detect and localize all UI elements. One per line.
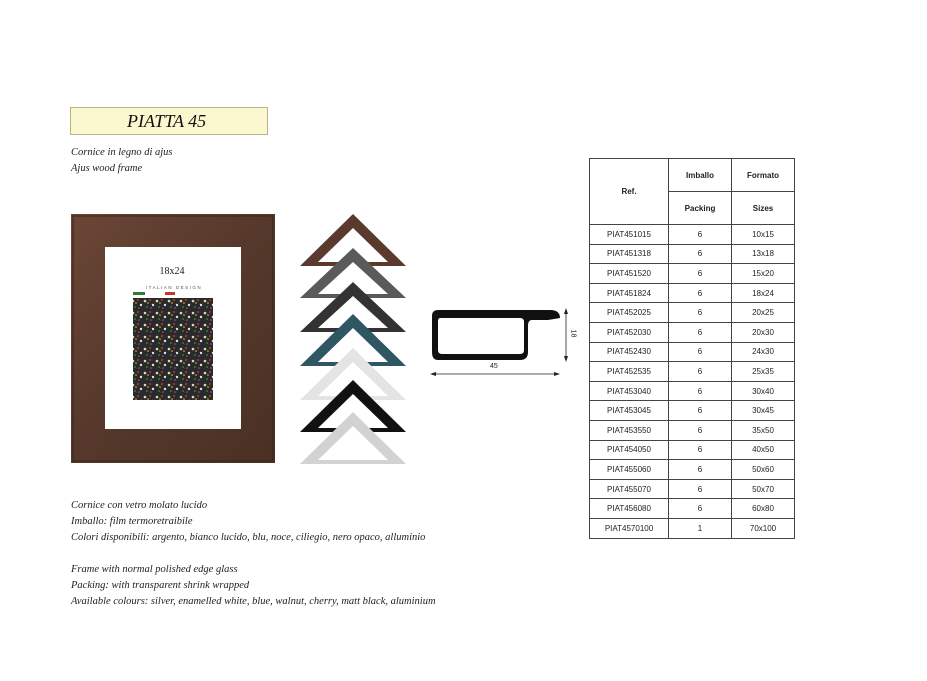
italian-line-packing: Imballo: film termoretraibile [71,516,193,527]
size-cell: 40x50 [732,440,795,460]
english-line-packing: Packing: with transparent shrink wrapped [71,580,250,591]
frame-brand-label: ITALIAN DESIGN [145,285,203,290]
table-row [590,381,795,401]
english-line-colors: Available colours: silver, enamelled white, blue, walnut, cherry, matt black, aluminium [71,596,436,607]
ref-cell: PIAT453045 [590,401,669,421]
table-row [590,283,795,303]
profile-height-label: 18 [569,329,577,338]
size-cell: 10x15 [732,225,795,245]
table-row [590,479,795,499]
size-cell: 35x50 [732,420,795,440]
size-cell: 15x20 [732,264,795,284]
header-formato: Formato [732,159,795,192]
ref-cell: PIAT451824 [590,283,669,303]
ref-cell: PIAT452030 [590,322,669,342]
profile-width-label: 45 [490,363,498,370]
table-row [590,225,795,245]
reference-table [589,158,795,539]
packing-cell: 6 [669,479,732,499]
frame-size-label: 18x24 [159,266,185,277]
size-cell: 18x24 [732,283,795,303]
italian-description [71,500,425,548]
size-cell: 24x30 [732,342,795,362]
ref-cell: PIAT451520 [590,264,669,284]
table-row [590,244,795,264]
size-cell: 20x25 [732,303,795,323]
product-title: PIATTA 45 [127,111,207,131]
packing-cell: 6 [669,401,732,421]
size-cell: 50x60 [732,460,795,480]
table-row [590,420,795,440]
italian-line-glass: Cornice con vetro molato lucido [71,500,208,511]
size-cell: 60x80 [732,499,795,519]
header-imballo: Imballo [669,159,732,192]
table-row [590,362,795,382]
size-cell: 30x45 [732,401,795,421]
table-row [590,401,795,421]
header-ref: Ref. [590,159,669,225]
size-cell: 13x18 [732,244,795,264]
header-packing: Packing [669,192,732,225]
intro-english: Ajus wood frame [71,163,143,174]
ref-cell: PIAT452535 [590,362,669,382]
ref-cell: PIAT455060 [590,460,669,480]
ref-cell: PIAT452025 [590,303,669,323]
packing-cell: 6 [669,264,732,284]
table-row [590,499,795,519]
packing-cell: 6 [669,381,732,401]
packing-cell: 6 [669,342,732,362]
ref-cell: PIAT451318 [590,244,669,264]
ref-cell: PIAT452430 [590,342,669,362]
size-cell: 20x30 [732,322,795,342]
english-line-glass: Frame with normal polished edge glass [71,564,238,575]
packing-cell: 6 [669,440,732,460]
size-cell: 25x35 [732,362,795,382]
english-description [71,564,436,612]
product-title-box [70,107,268,135]
packing-cell: 6 [669,460,732,480]
intro-italian: Cornice in legno di ajus [71,147,173,158]
packing-cell: 6 [669,322,732,342]
ref-cell: PIAT451015 [590,225,669,245]
packing-cell: 6 [669,362,732,382]
packing-cell: 1 [669,518,732,538]
table-row [590,518,795,538]
packing-cell: 6 [669,283,732,303]
ref-cell: PIAT456080 [590,499,669,519]
table-row [590,342,795,362]
italian-line-colors: Colori disponibili: argento, bianco lucido, blu, noce, ciliegio, nero opaco, alluminio [71,532,426,543]
header-sizes: Sizes [732,192,795,225]
ref-cell: PIAT455070 [590,479,669,499]
ref-cell: PIAT453040 [590,381,669,401]
table-row [590,264,795,284]
frame-photo [71,214,275,463]
packing-cell: 6 [669,303,732,323]
packing-cell: 6 [669,420,732,440]
color-corner-samples [300,214,406,464]
packing-cell: 6 [669,499,732,519]
table-row [590,440,795,460]
ref-cell: PIAT453550 [590,420,669,440]
packing-cell: 6 [669,225,732,245]
ref-cell: PIAT4570100 [590,518,669,538]
ref-cell: PIAT454050 [590,440,669,460]
intro-description [71,147,173,179]
frame-profile-drawing [428,304,578,380]
packing-cell: 6 [669,244,732,264]
table-row [590,460,795,480]
size-cell: 30x40 [732,381,795,401]
table-row [590,322,795,342]
size-cell: 50x70 [732,479,795,499]
size-cell: 70x100 [732,518,795,538]
table-row [590,303,795,323]
